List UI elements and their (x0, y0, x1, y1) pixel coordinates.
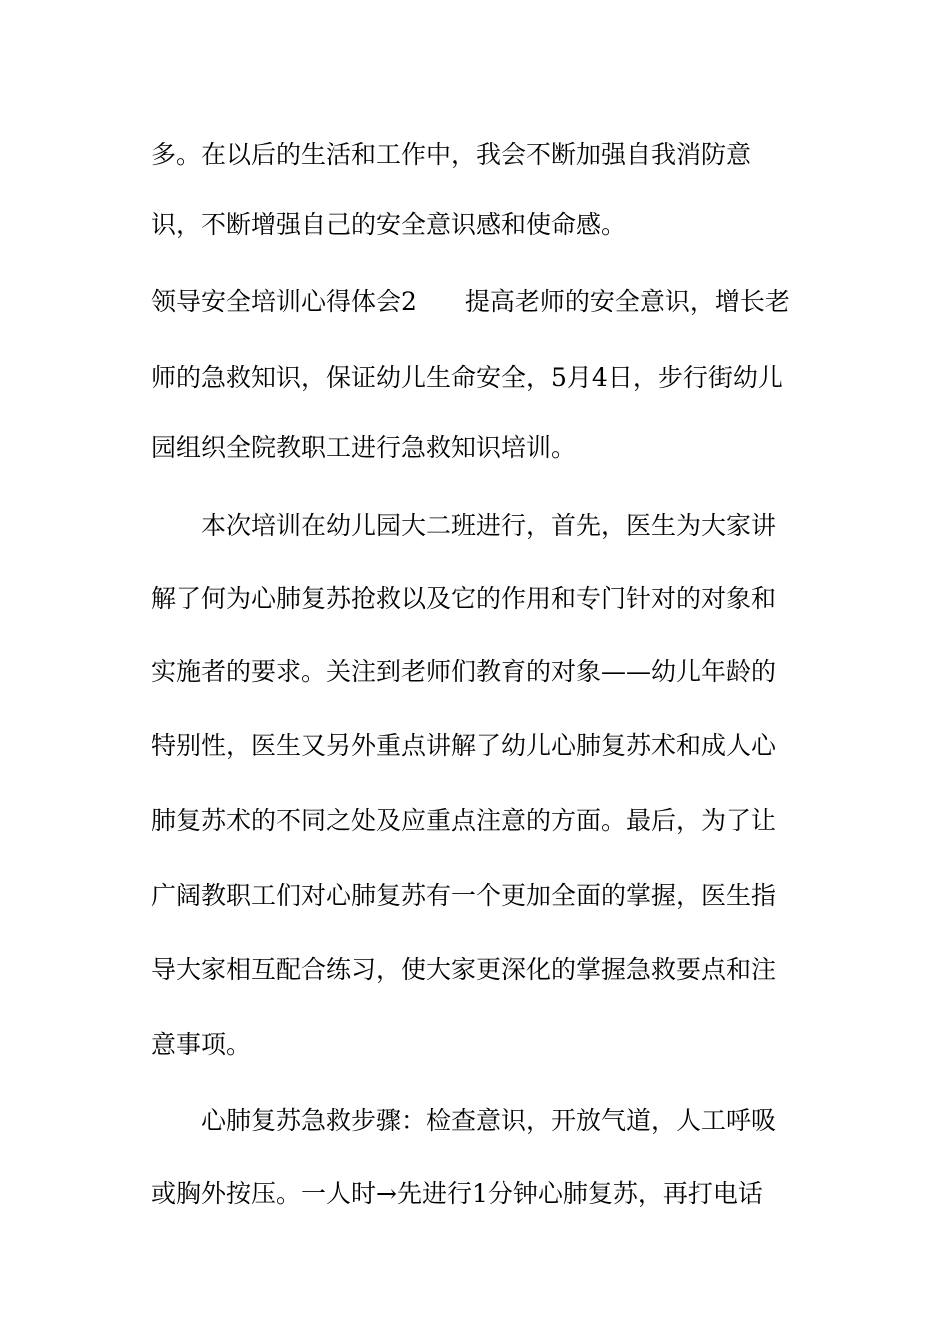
body-line-2: 识，不断增强自己的安全意识感和使命感。 (151, 210, 627, 239)
paragraph-2-line-3: 实施者的要求。关注到老师们教育的对象——幼儿年龄的 (151, 657, 777, 686)
body-line-1: 多。在以后的生活和工作中，我会不断加强自我消防意 (151, 140, 752, 169)
paragraph-2-line-5: 肺复苏术的不同之处及应重点注意的方面。最后，为了让 (151, 806, 777, 835)
paragraph-3-line-1: 心肺复苏急救步骤：检查意识，开放气道，人工呼吸 (201, 1106, 777, 1135)
section-heading-line (151, 286, 790, 318)
paragraph-2-line-7: 导大家相互配合练习，使大家更深化的掌握急救要点和注 (151, 955, 777, 984)
section-title-continuation: 提高老师的安全意识，增长老 (464, 287, 790, 316)
section-title: 领导安全培训心得体会2 (151, 287, 417, 316)
paragraph-2-line-4: 特别性，医生又另外重点讲解了幼儿心肺复苏术和成人心 (151, 731, 777, 760)
body-line-3: 师的急救知识，保证幼儿生命安全，5月4日，步行街幼儿 (151, 363, 783, 392)
paragraph-2-line-2: 解了何为心肺复苏抢救以及它的作用和专门针对的对象和 (151, 584, 777, 613)
paragraph-2-line-1: 本次培训在幼儿园大二班进行，首先，医生为大家讲 (201, 511, 777, 540)
body-line-4: 园组织全院教职工进行急救知识培训。 (151, 433, 577, 462)
paragraph-2-line-8: 意事项。 (151, 1030, 252, 1059)
paragraph-2-line-6: 广阔教职工们对心肺复苏有一个更加全面的掌握，医生指 (151, 881, 777, 910)
paragraph-3-line-2: 或胸外按压。一人时→先进行1分钟心肺复苏，再打电话 (151, 1179, 763, 1208)
